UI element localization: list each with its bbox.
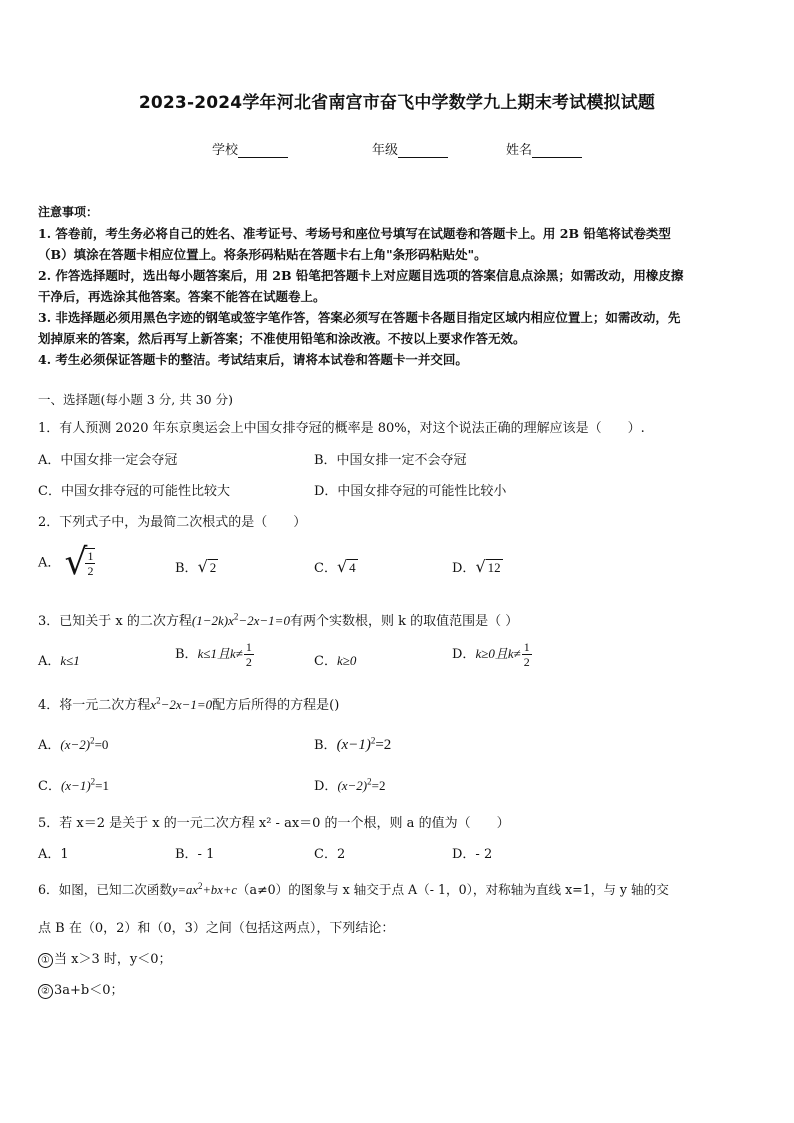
frac-numerator: 1 bbox=[87, 549, 94, 563]
q4-b-label: B． bbox=[314, 738, 337, 753]
exponent: 2 bbox=[156, 695, 161, 706]
notes-heading: 注意事项： bbox=[38, 205, 99, 219]
q3-a-math: k≤1 bbox=[60, 653, 80, 668]
q1-option-d: D．中国女排夺冠的可能性比较小 bbox=[314, 484, 507, 499]
q3-option-c bbox=[314, 650, 356, 669]
radical-icon: √ bbox=[197, 557, 208, 576]
circled-number-icon: ② bbox=[38, 984, 53, 999]
page-title: 2023-2024学年河北省南宫市奋飞中学数学九上期末考试模拟试题 bbox=[138, 93, 656, 113]
q4-option-d bbox=[314, 775, 385, 794]
q4-stem bbox=[38, 694, 339, 713]
q1-option-a: A．中国女排一定会夺冠 bbox=[38, 453, 178, 468]
q6-stem-post: 的图象与 x 轴交于点 A（- 1，0），对称轴为直线 x=1，与 y 轴的交 bbox=[288, 882, 669, 897]
q2-option-d bbox=[452, 557, 503, 576]
q3-d-label: D． bbox=[452, 647, 476, 662]
radical-icon: √ bbox=[336, 557, 348, 576]
frac-denominator: 2 bbox=[87, 564, 94, 578]
q6-line2: 点 B 在（0，2）和（0，3）之间（包括这两点），下列结论： bbox=[38, 921, 395, 936]
name-blank bbox=[532, 145, 582, 158]
q2-d-radicand: 12 bbox=[487, 560, 501, 575]
q4-b-rhs: =2 bbox=[375, 737, 392, 753]
q4-equation: x bbox=[150, 697, 157, 712]
q3-b-label: B． bbox=[175, 647, 198, 662]
q3-a-label: A． bbox=[38, 654, 61, 669]
q2-a-fraction bbox=[85, 548, 95, 578]
q1-stem: 1．有人预测 2020 年东京奥运会上中国女排夺冠的概率是 80%，对这个说法正确的理解应该是（ ）. bbox=[38, 421, 645, 436]
q3-b-math: k≤1且k≠ bbox=[197, 646, 243, 661]
q6-condition: （a≠0） bbox=[236, 882, 289, 897]
q5-option-b: B．- 1 bbox=[175, 847, 215, 862]
exponent: 2 bbox=[197, 880, 203, 891]
exponent: 2 bbox=[233, 611, 239, 622]
note-line: （B）填涂在答题卡相应位置上。将条形码粘贴在答题卡右上角"条形码粘贴处"。 bbox=[38, 247, 487, 262]
q4-option-c bbox=[38, 775, 109, 794]
q3-c-label: C． bbox=[314, 654, 337, 669]
frac-numerator: 1 bbox=[245, 640, 252, 654]
name-label: 姓名 bbox=[506, 143, 533, 158]
note-line: 1. 答卷前，考生务必将自己的姓名、准考证号、考场号和座位号填写在试题卷和答题卡上。用 2B 铅笔将试卷类型 bbox=[38, 226, 671, 241]
q4-a-label: A． bbox=[38, 738, 61, 753]
q4-d-rhs: =2 bbox=[371, 778, 386, 793]
q2-a-label: A． bbox=[38, 555, 61, 571]
q2-option-b bbox=[175, 557, 218, 576]
q2-c-label: C． bbox=[314, 561, 337, 576]
q5-option-c: C．2 bbox=[314, 847, 346, 862]
q6-function-rest: +bx+c bbox=[202, 883, 237, 897]
q4-option-a bbox=[38, 734, 108, 753]
q6-conclusion-2 bbox=[38, 979, 124, 999]
q2-option-c bbox=[314, 557, 358, 576]
q3-stem-pre: 3．已知关于 x 的二次方程 bbox=[38, 614, 192, 629]
q6-line1 bbox=[38, 879, 669, 898]
q5-stem: 5．若 x＝2 是关于 x 的一元二次方程 x² - ax＝0 的一个根，则 a 的值为（ ） bbox=[38, 816, 510, 831]
q3-option-b bbox=[175, 640, 255, 669]
q3-option-d bbox=[452, 640, 533, 669]
q4-a-math: (x−2) bbox=[60, 737, 91, 752]
q5-option-d: D．- 2 bbox=[452, 847, 493, 862]
q6-function: y=ax bbox=[171, 883, 198, 897]
q2-d-label: D． bbox=[452, 561, 476, 576]
q5-option-a: A．1 bbox=[38, 847, 69, 862]
grade-blank bbox=[398, 145, 448, 158]
q4-c-math: (x−1) bbox=[60, 778, 91, 793]
name-field bbox=[506, 139, 582, 158]
circled-number-icon: ① bbox=[38, 953, 53, 968]
q3-equation: (1−2k)x bbox=[191, 613, 234, 628]
q4-c-label: C． bbox=[38, 779, 61, 794]
q4-b-math: (x−1) bbox=[336, 737, 371, 753]
q2-stem: 2．下列式子中，为最简二次根式的是（ ） bbox=[38, 515, 307, 530]
note-line: 3. 非选择题必须用黑色字迹的钢笔或签字笔作答，答案必须写在答题卡各题目指定区域内相应位置上；如需改动，先 bbox=[38, 310, 681, 325]
q6-conclusion-1 bbox=[38, 948, 171, 968]
q2-option-a bbox=[38, 542, 96, 583]
grade-label: 年级 bbox=[372, 143, 399, 158]
q4-d-label: D． bbox=[314, 779, 338, 794]
grade-field bbox=[372, 139, 448, 158]
frac-denominator: 2 bbox=[245, 655, 252, 669]
radical-icon: √ bbox=[64, 542, 88, 583]
exponent: 2 bbox=[90, 776, 96, 787]
exponent: 2 bbox=[370, 735, 376, 746]
note-line: 干净后，再选涂其他答案。答案不能答在试题卷上。 bbox=[38, 289, 326, 304]
q4-option-b bbox=[314, 734, 391, 754]
frac-numerator: 1 bbox=[523, 640, 530, 654]
note-line: 划掉原来的答案，然后再写上新答案；不准使用铅笔和涂改液。不按以上要求作答无效。 bbox=[38, 331, 526, 346]
school-blank bbox=[238, 145, 288, 158]
q4-equation-rest: −2x−1=0 bbox=[160, 697, 213, 712]
q3-d-math: k≥0且k≠ bbox=[475, 646, 521, 661]
school-label: 学校 bbox=[212, 143, 239, 158]
exponent: 2 bbox=[367, 776, 372, 787]
q3-stem-post: 有两个实数根，则 k 的取值范围是（ ） bbox=[289, 614, 519, 629]
exponent: 2 bbox=[90, 735, 95, 746]
q6-conclusion-text: 当 x＞3 时，y＜0； bbox=[54, 952, 172, 967]
q4-d-math: (x−2) bbox=[337, 778, 368, 793]
section-heading: 一、选择题(每小题 3 分, 共 30 分) bbox=[38, 392, 233, 407]
q3-b-fraction bbox=[244, 640, 254, 669]
note-line: 2. 作答选择题时，选出每小题答案后，用 2B 铅笔把答题卡上对应题目选项的答案信息点涂黑；如需改动，用橡皮擦 bbox=[38, 268, 684, 283]
q6-conclusion-text: 3a+b＜0； bbox=[54, 983, 124, 998]
q3-d-fraction bbox=[522, 640, 532, 669]
q3-c-math: k≥0 bbox=[336, 653, 357, 668]
frac-denominator: 2 bbox=[523, 655, 530, 669]
note-line: 4. 考生必须保证答题卡的整洁。考试结束后，请将本试卷和答题卡一并交回。 bbox=[38, 352, 468, 367]
q4-c-rhs: =1 bbox=[95, 778, 109, 793]
q3-option-a bbox=[38, 650, 80, 669]
school-field bbox=[212, 139, 288, 158]
q4-a-rhs: =0 bbox=[94, 737, 109, 752]
q3-equation-rest: −2x−1=0 bbox=[238, 613, 290, 628]
q2-b-radicand: 2 bbox=[209, 560, 217, 575]
radical-icon: √ bbox=[475, 557, 486, 576]
q2-c-radicand: 4 bbox=[349, 560, 356, 575]
q1-option-b: B．中国女排一定不会夺冠 bbox=[314, 453, 467, 468]
q4-stem-pre: 4．将一元二次方程 bbox=[38, 698, 151, 713]
q2-b-label: B． bbox=[175, 561, 198, 576]
q1-option-c: C．中国女排夺冠的可能性比较大 bbox=[38, 484, 230, 499]
q6-stem-pre: 6．如图，已知二次函数 bbox=[38, 882, 172, 897]
q4-stem-post: 配方后所得的方程是() bbox=[212, 698, 340, 713]
q3-stem bbox=[38, 610, 518, 629]
